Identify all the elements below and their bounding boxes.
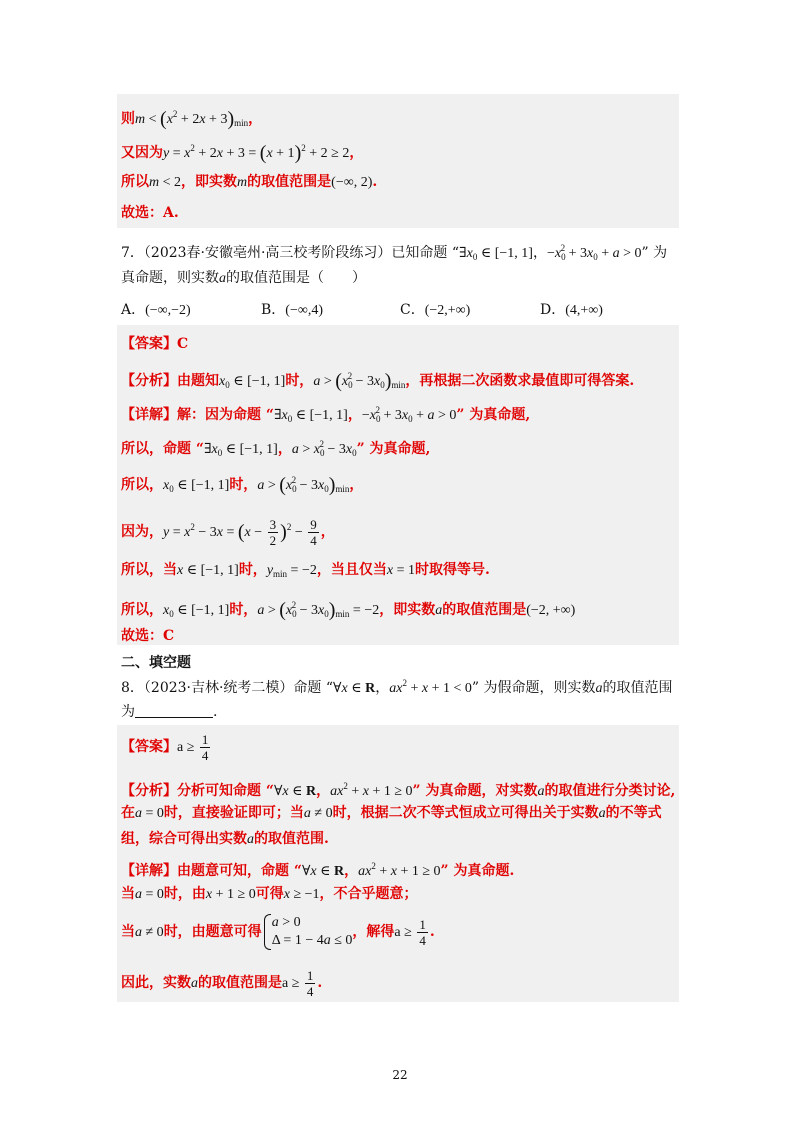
b1-line3: 所以m < 2，即实数m的取值范围是(−∞, 2). bbox=[121, 174, 378, 190]
q7-choice-c[interactable]: C．(−2,+∞) bbox=[400, 302, 471, 318]
ans7-analysis: 【分析】由题知$x_0$ ∈ [−1, 1]时，$a > (x_0^2 - 3x_0)_{min}$，再根据二次函数求最值即可得答案. bbox=[121, 370, 635, 392]
ans7-step4: 所以，当x ∈ [−1, 1]时，$y_{min} = -2$，当且仅当x = 1时取得等号. bbox=[121, 562, 490, 579]
ans7-answer: 【答案】C bbox=[121, 336, 189, 352]
ans8-answer: 【答案】a ≥ $\frac{1}{4}$ bbox=[121, 731, 209, 763]
ans8-analysis1: 【分析】分析可知命题 “∀x ∈ R，$ax^2 + x + 1 \ge 0$” 为真命题，对实数a的取值进行分类讨论, bbox=[121, 781, 676, 799]
ans8-detail: 【详解】由题意可知，命题 “∀x ∈ R，$ax^2 + x + 1 \ge 0$” 为真命题. bbox=[121, 861, 515, 879]
ans8-analysis3: 组，综合可得出实数a的取值范围. bbox=[121, 831, 329, 847]
b1-line2: 又因为$y = x^2 + 2x + 3 = (x + 1)^2 + 2 \ge 2$， bbox=[121, 142, 364, 164]
b1-line1: 则$m < (x^2 + 2x + 3)_{min}$， bbox=[121, 108, 263, 130]
ans8-analysis2: 在a = 0时，直接验证即可；当a ≠ 0时，根据二次不等式恒成立可得出关于实数a的不等式 bbox=[121, 805, 662, 821]
ans7-step5: 所以，$x_0$ ∈ [−1, 1]时，$a > (x_0^2 - 3x_0)_{min} = -2$，即实数a的取值范围是(−2, +∞) bbox=[121, 599, 576, 621]
ans8-step3: 因此，实数a的取值范围是a ≥ $\frac{1}{4}$ . bbox=[121, 967, 323, 999]
q7-line2: 真命题，则实数a的取值范围是（ ） bbox=[121, 270, 366, 286]
b1-line4: 故选：A. bbox=[121, 205, 179, 221]
ans8-step1: 当a = 0时，由x + 1 ≥ 0可得x ≥ −1，不合乎题意； bbox=[121, 886, 418, 902]
page-number: 22 bbox=[392, 1068, 408, 1082]
q7-choice-a[interactable]: A．(−∞,−2) bbox=[121, 302, 191, 318]
ans7-choose: 故选：C bbox=[121, 628, 175, 644]
q8-line1: 8．（2023·吉林·统考二模）命题 “∀x ∈ R，$ax^2 + x + 1 < 0$” 为假命题，则实数a的取值范围 bbox=[121, 678, 673, 696]
q7-choice-d[interactable]: D．(4,+∞) bbox=[540, 302, 603, 318]
q7-choice-b[interactable]: B．(−∞,4) bbox=[261, 302, 323, 318]
q8-line2: 为 . bbox=[121, 704, 218, 720]
ans7-step1: 所以，命题 “$\exists x_0$ ∈ [−1, 1]，$a > x_0^2 - 3x_0$” 为真命题, bbox=[121, 439, 431, 458]
section-heading: 二、填空题 bbox=[121, 655, 191, 671]
q7-line1: 7．（2023春·安徽亳州·高三校考阶段练习）已知命题 “$\exists x_0$ ∈ [−1, 1]，$-x_0^2 + 3x_0 + a > 0$” 为 bbox=[121, 243, 668, 262]
ans7-step3: 因为，$y = x^2 - 3x = (x$ − $\frac{3}{2}$ )$^2$ − $\frac{9}{4}$ ， bbox=[121, 516, 335, 548]
answer-blank[interactable] bbox=[135, 703, 213, 718]
ans7-step2: 所以，$x_0$ ∈ [−1, 1]时，$a > (x_0^2 - 3x_0)_{min}$， bbox=[121, 474, 364, 496]
ans8-step2: 当a ≠ 0时，由题意可得 a > 0 Δ = 1 − 4a ≤ 0 ，解得a ≥ $\frac{1}{4}$ . bbox=[121, 915, 435, 948]
ans7-detail: 【详解】解：因为命题 “$\exists x_0$ ∈ [−1, 1]，$-x_0^2 + 3x_0 + a > 0$” 为真命题, bbox=[121, 405, 531, 424]
